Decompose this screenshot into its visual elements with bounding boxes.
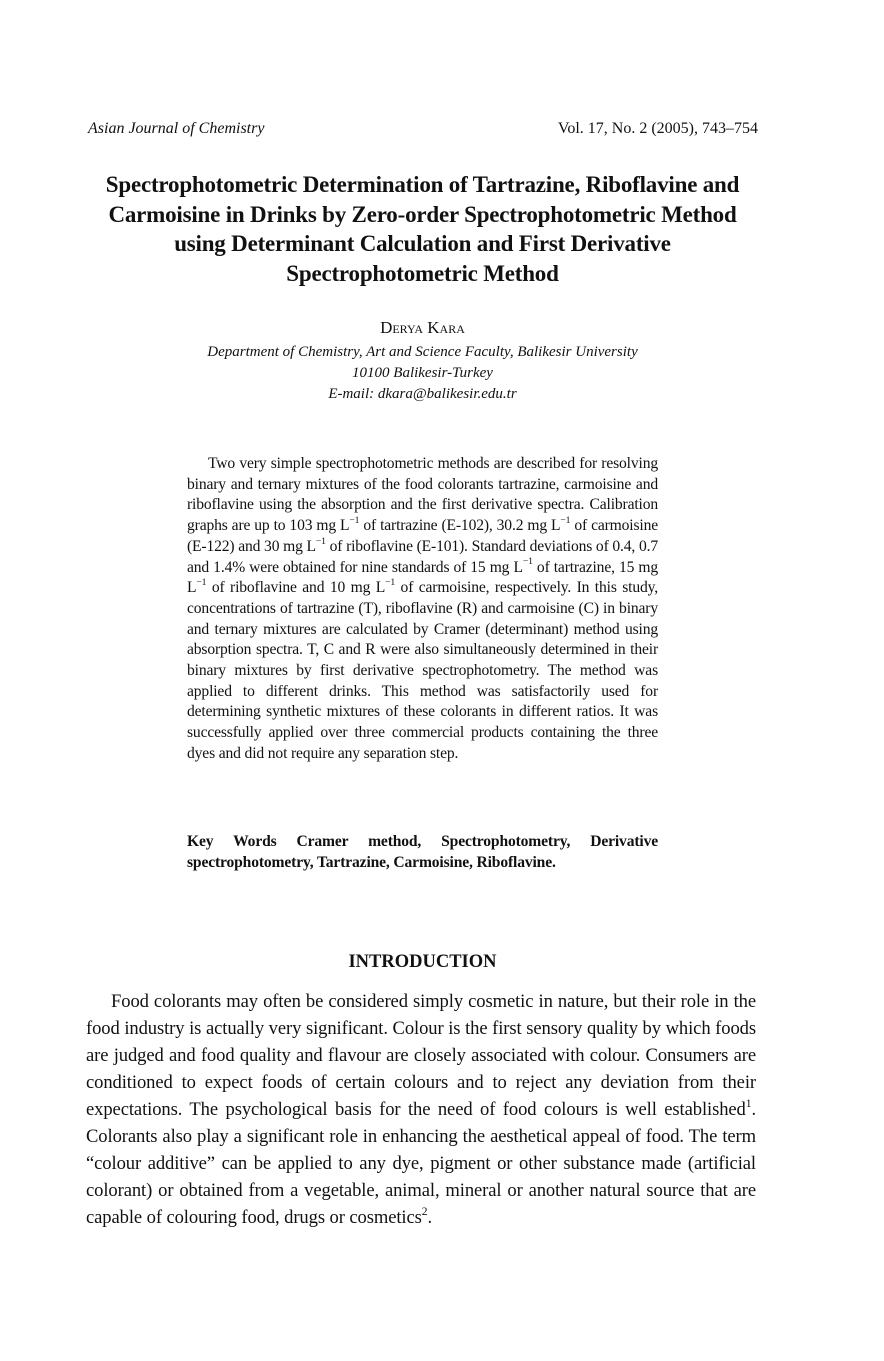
unit-exponent: −1 xyxy=(315,535,326,547)
abstract-text: of riboflavine and 10 mg L xyxy=(206,579,386,597)
intro-text: Food colorants may often be considered simply cosmetic in nature, but their role in the food industry is actually very significant. Colour is the first sensory quality by which foods are judged and food quality and flavour are closely associated with colour. Consumers are conditioned to expect foods of certain colours and to reject any deviation from their expectations. The psychological basis for the need of food colours is well established xyxy=(86,991,756,1120)
abstract-text: of riboflavine (E-101). Standard deviations of 0.4, 0.7 and 1.4% were obtained for nine standards of 15 mg L xyxy=(187,537,658,576)
journal-name: Asian Journal of Chemistry xyxy=(88,120,265,137)
abstract-text: of carmoisine (E-122) and 30 mg L xyxy=(187,517,658,555)
author-name: Derya Kara xyxy=(380,318,465,337)
abstract-text: of tartrazine, 15 mg L xyxy=(187,558,659,597)
abstract xyxy=(187,454,658,765)
reference-2: 2 xyxy=(421,1205,428,1218)
introduction-heading: INTRODUCTION xyxy=(348,952,497,972)
reference-1: 1 xyxy=(745,1097,752,1110)
abstract-text: Two very simple spectrophotometric methods are described for resolving binary and ternary mixtures of the food colorants tartrazine, carmoisine and riboflavine using the absorption and the first derivative spectra. Calibration graphs are up to 103 mg L xyxy=(187,455,658,535)
unit-exponent: −1 xyxy=(349,514,360,526)
keywords: Key Words Cramer method, Spectrophotometry, Derivative spectrophotometry, Tartrazine, Carmoisine, Riboflavine. xyxy=(187,833,658,871)
introduction-paragraph xyxy=(86,988,756,1231)
address: 10100 Balikesir-Turkey xyxy=(352,365,493,381)
paper-title: Spectrophotometric Determination of Tartrazine, Riboflavine and Carmoisine in Drinks by Zero-order Spectrophotometric Method using Determinant Calculation and First Derivative Spectrophotometric Method xyxy=(105,172,740,286)
unit-exponent: −1 xyxy=(560,514,571,526)
volume-info: Vol. 17, No. 2 (2005), 743–754 xyxy=(557,120,758,137)
running-head xyxy=(88,120,758,140)
unit-exponent: −1 xyxy=(522,556,533,568)
intro-text: . Colorants also play a significant role in enhancing the aesthetical appeal of food. The term “colour additive” can be applied to any dye, pigment or other substance made (artificial colorant) or obtained from a vegetable, animal, mineral or another natural source that are capable of colouring food, drugs or cosmetics xyxy=(86,1099,756,1228)
unit-exponent: −1 xyxy=(385,577,396,589)
intro-text: . xyxy=(427,1207,433,1228)
affiliation xyxy=(90,342,755,405)
unit-exponent: −1 xyxy=(196,577,207,589)
abstract-text: of carmoisine, respectively. In this study, concentrations of tartrazine (T), riboflavine (R) and carmoisine (C) in binary and ternary mixtures are calculated by Cramer (determinant) method using absorption spectra. T, C and R were also simultaneously determined in their binary mixtures by first derivative spectrophotometry. The method was applied to different drinks. This method was satisfactorily used for determining synthetic mixtures of these colorants in different ratios. It was successfully applied over three commercial products containing the three dyes and did not require any separation step. xyxy=(187,579,658,762)
abstract-text: of tartrazine (E-102), 30.2 mg L xyxy=(359,517,561,535)
email: E-mail: dkara@balikesir.edu.tr xyxy=(328,386,517,402)
department: Department of Chemistry, Art and Science Faculty, Balikesir University xyxy=(207,344,638,360)
